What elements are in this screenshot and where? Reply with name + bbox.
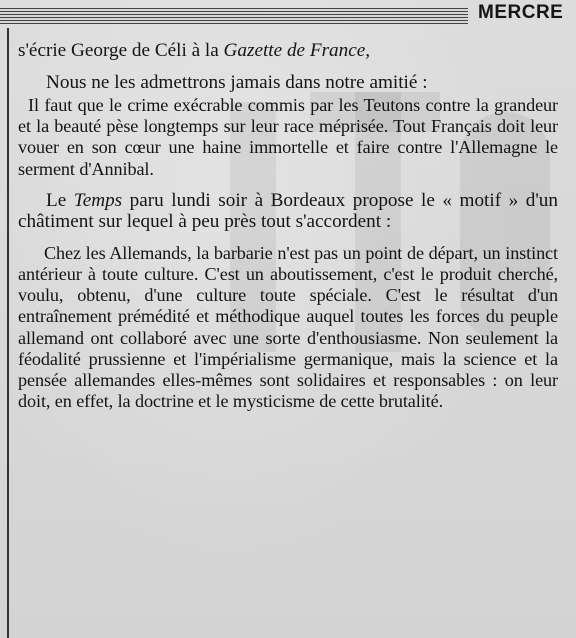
paragraph-temps-prefix: Le: [46, 189, 74, 211]
masthead-day-label: MERCRE: [478, 2, 564, 23]
paragraph-temps-body: paru lundi soir à Bordeaux propose le « motif » d'un châtiment sur lequel à peu près tout s'accordent :: [18, 189, 558, 233]
quote-barbarie: Chez les Allemands, la barbarie n'est pas un point de départ, un instinct antérieur à toute culture. C'est un aboutissement, c'est le produit cherché, voulu, obtenu, d'une culture toute spéciale. C'est le résultat d'un entraînement prémédité et méthodique auquel toutes les forces du peuple allemand ont collaboré avec une sorte d'enthousiasme. Non seulement la féodalité prussienne et l'impérialisme germanique, mais la science et la pensée allemandes elles-mêmes sont solidaires et responsables : on leur doit, en effet, la doctrine et le mysticisme de cette brutalité.: [18, 242, 558, 412]
quote-annibal: Il faut que le crime exécrable commis par les Teutons contre la grandeur et la beauté pèse longtemps sur leur race méprisée. Tout Français doit leur vouer en son cœur une haine immortelle et faire contre l'Allemagne le serment d'Annibal.: [18, 95, 558, 179]
masthead-rules: [0, 8, 468, 24]
newspaper-title-gazette: Gazette de France,: [223, 40, 371, 61]
newspaper-title-temps: Temps: [73, 189, 123, 211]
paragraph-temps: [18, 190, 558, 233]
article-column: [18, 40, 558, 412]
paragraph-amitie: Nous ne les admettrons jamais dans notre amitié :: [46, 71, 428, 93]
opening-line-text: s'écrie George de Céli à la: [18, 40, 224, 61]
column-rule: [7, 28, 9, 638]
opening-line: [18, 40, 558, 62]
